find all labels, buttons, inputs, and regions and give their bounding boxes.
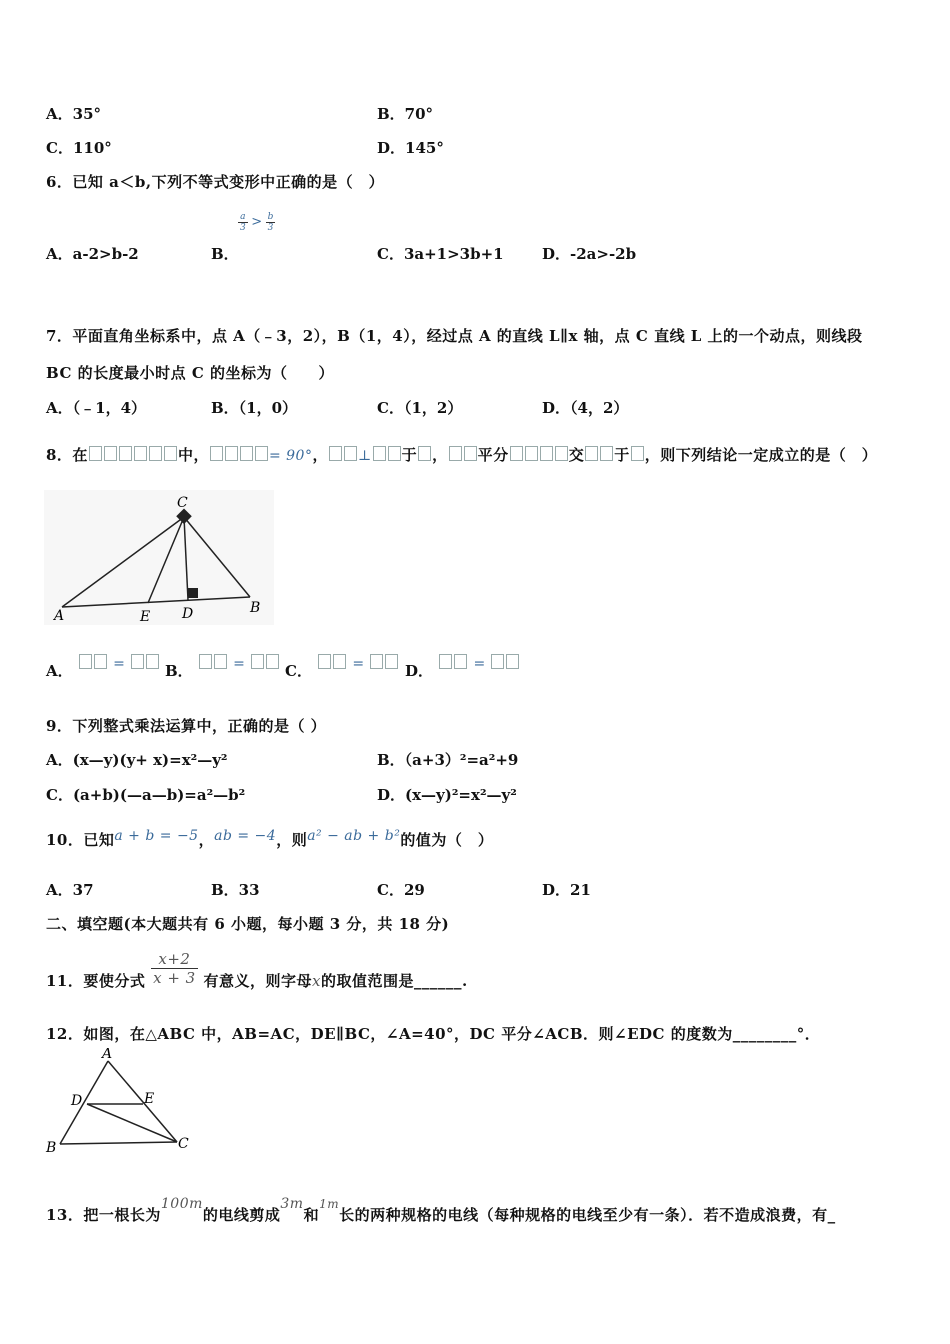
q6-option-c: C．3a+1>3b+1 <box>377 245 504 263</box>
q9-option-c: C．(a+b)(—a—b)=a²—b² <box>46 786 246 804</box>
q7-option-c: C．（1，2） <box>377 399 463 417</box>
q12-line-ab <box>60 1061 108 1144</box>
q12-label-b: B <box>46 1140 57 1156</box>
q7-stem-line2: BC 的长度最小时点 C 的坐标为（ ） <box>46 364 335 382</box>
q12-line-bc <box>60 1142 177 1144</box>
q10-stem-suffix: 的值为（ ） <box>400 831 494 849</box>
q6-option-b-expr: $\frac{a}{3}$ > $\frac{b}{3}$ <box>240 212 274 233</box>
q8-stem: 8．在 中， = 90°， ⊥ 于 ， 平分 交 于 ，则下列结论一定成立的是（ ） <box>46 446 878 464</box>
q8-option-a-label: A． <box>46 662 73 680</box>
q10-stem: 10．已知a + b = −5，ab = −4，则a² − ab + b²的值为（ ） <box>46 828 494 849</box>
q13-expr2: 3m <box>280 1196 304 1212</box>
q12-stem: 12．如图，在△ABC 中，AB=AC，DE∥BC，∠A=40°，DC 平分∠ACB．则∠EDC 的度数为________°． <box>46 1025 821 1043</box>
q8-label-e: E <box>140 609 151 625</box>
q11-frac-num: x+2 <box>151 950 198 969</box>
q10-option-d: D．21 <box>542 881 591 899</box>
section2-title: 二、填空题(本大题共有 6 小题，每小题 3 分，共 18 分) <box>46 915 450 933</box>
q10-expr1: a + b = −5 <box>114 828 199 844</box>
q10-option-b: B．33 <box>211 881 260 899</box>
q9-option-d: D．(x—y)²=x²—y² <box>377 786 517 804</box>
q11-stem <box>46 938 468 988</box>
q8-right-angle-mark-d <box>188 588 198 598</box>
q8-perp-expr: ⊥ <box>357 448 372 464</box>
q11-fraction <box>151 950 198 987</box>
q8-option-a-eq: = <box>113 656 125 672</box>
q10-stem-mid: ，则 <box>276 831 308 849</box>
q8-triangle-diagram <box>44 490 274 625</box>
q8-stem-mid5: 于 <box>614 446 630 464</box>
q7-option-a: A．（﹣1，4） <box>46 399 147 417</box>
q8-option-b-eq: = <box>233 656 245 672</box>
q8-option-c <box>285 656 399 681</box>
q9-stem: 9．下列整式乘法运算中，正确的是（ ） <box>46 717 327 735</box>
q11-var: x <box>311 971 321 990</box>
q8-angle-expr: = 90° <box>268 448 313 464</box>
q9-option-a: A．(x—y)(y+ x)=x²—y² <box>46 751 228 769</box>
q8-label-c: C <box>177 495 188 511</box>
q8-option-c-label: C． <box>285 662 312 680</box>
q7-option-b: B．（1，0） <box>211 399 298 417</box>
q8-stem-suffix: ，则下列结论一定成立的是（ ） <box>644 446 878 464</box>
q11-frac-den: x + 3 <box>153 969 196 987</box>
q6-option-d: D．-2a>-2b <box>542 245 637 263</box>
q8-option-b <box>165 656 280 681</box>
q8-option-c-eq: = <box>352 656 365 672</box>
q8-option-d-label: D． <box>405 662 434 680</box>
q12-label-e: E <box>144 1091 155 1107</box>
q12-line-ac <box>108 1061 177 1142</box>
q5-option-c: C．110° <box>46 139 112 157</box>
q8-label-d: D <box>182 606 194 622</box>
q8-option-d-eq: = <box>473 656 486 672</box>
q13-expr3: 1m <box>319 1197 340 1211</box>
q13-stem-suffix: 长的两种规格的电线（每种规格的电线至少有一条）．若不造成浪费，有_ <box>339 1206 836 1224</box>
q6-stem: 6．已知 a＜b,下列不等式变形中正确的是（ ） <box>46 173 385 191</box>
q5-option-a: A．35° <box>46 105 102 123</box>
q13-stem-mid2: 和 <box>303 1206 320 1224</box>
q8-option-d <box>405 656 520 681</box>
q8-stem-prefix: 8．在 <box>46 446 88 464</box>
q12-line-dc <box>87 1104 177 1142</box>
q12-triangle-diagram <box>40 1048 200 1158</box>
q8-option-a <box>46 656 160 681</box>
q10-expr2: ab = −4 <box>214 828 277 844</box>
q10-stem-prefix: 10．已知 <box>46 831 115 849</box>
q6-option-a: A．a-2>b-2 <box>46 245 139 263</box>
q8-stem-mid2: 于 <box>401 446 418 464</box>
q7-stem-line1: 7．平面直角坐标系中，点 A（﹣3，2），B（1，4），经过点 A 的直线 L∥x 轴，点 C 直线 L 上的一个动点，则线段 <box>46 327 863 345</box>
q13-expr1: 100m <box>160 1196 203 1212</box>
q8-option-b-label: B． <box>165 662 193 680</box>
q11-stem-suffix: 的取值范围是______. <box>320 971 468 990</box>
q13-stem-mid1: 的电线剪成 <box>202 1206 281 1224</box>
q10-expr3: a² − ab + b² <box>307 828 401 844</box>
q8-stem-mid4: 交 <box>568 446 585 464</box>
q8-diagram-bg <box>44 490 274 625</box>
q12-label-d: D <box>71 1093 83 1109</box>
q8-label-a: A <box>54 608 65 624</box>
q7-option-d: D．（4，2） <box>542 399 629 417</box>
q12-label-a: A <box>102 1048 113 1062</box>
q11-stem-prefix: 11．要使分式 <box>46 971 146 990</box>
q5-option-d: D．145° <box>377 139 444 157</box>
q12-label-c: C <box>178 1136 189 1152</box>
q8-stem-mid1: 中， <box>177 446 209 464</box>
q8-label-b: B <box>250 600 261 616</box>
q5-option-b: B．70° <box>377 105 434 123</box>
q13-stem <box>46 1196 836 1225</box>
q6-option-b: B． <box>211 245 239 263</box>
q8-stem-mid3: 平分 <box>477 446 509 464</box>
q10-option-c: C．29 <box>377 881 425 899</box>
q13-stem-prefix: 13．把一根长为 <box>46 1206 161 1224</box>
q11-stem-mid: 有意义，则字母 <box>203 971 312 990</box>
q9-option-b: B．（a+3）²=a²+9 <box>377 751 519 769</box>
q10-option-a: A．37 <box>46 881 94 899</box>
